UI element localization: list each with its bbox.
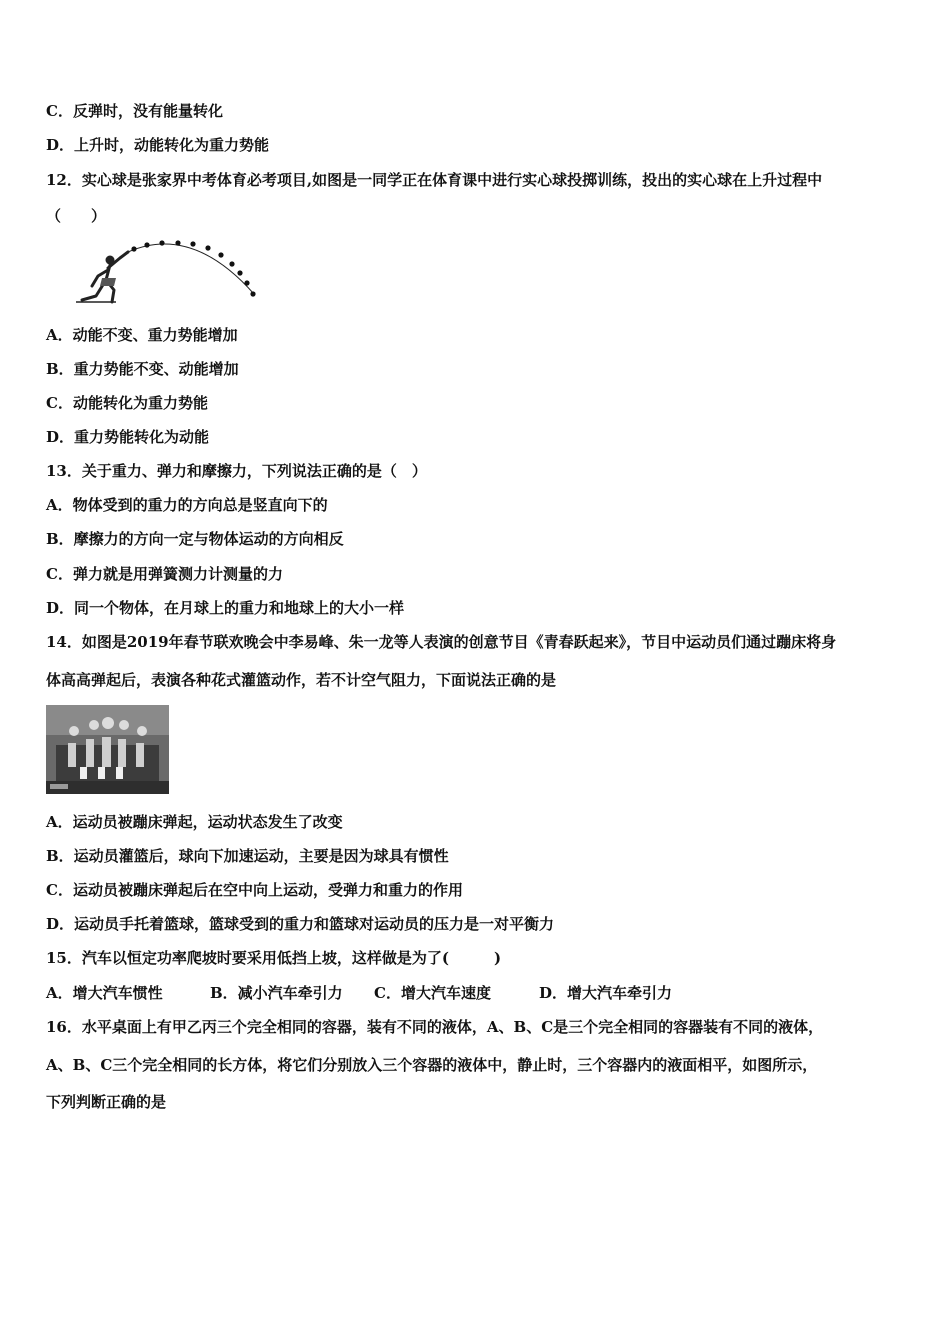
q14-option-a: A．运动员被蹦床弹起，运动状态发生了改变 [46, 813, 343, 831]
q15-option-b: B．减小汽车牵引力 [210, 984, 343, 1002]
q12-option-b: B．重力势能不变、动能增加 [46, 360, 239, 378]
q14-option-c: C．运动员被蹦床弹起后在空中向上运动，受弹力和重力的作用 [46, 881, 463, 899]
shot-put-figure [72, 238, 267, 308]
q15-option-a: A．增大汽车惯性 [46, 984, 163, 1002]
q16-stem-line2: A、B、C三个完全相同的长方体，将它们分别放入三个容器的液体中，静止时，三个容器内的液面相平，如图所示， [46, 1056, 818, 1074]
q13-option-c: C．弹力就是用弹簧测力计测量的力 [46, 565, 283, 583]
q12-option-a: A．动能不变、重力势能增加 [46, 326, 238, 344]
q16-stem-line3: 下列判断正确的是 [46, 1093, 167, 1111]
q12-option-c: C．动能转化为重力势能 [46, 394, 208, 412]
q12-stem: 12．实心球是张家界中考体育必考项目,如图是一同学正在体育课中进行实心球投掷训练，投出的实心球在上升过程中 [46, 171, 823, 189]
q14-option-b: B．运动员灌篮后，球向下加速运动，主要是因为球具有惯性 [46, 847, 449, 865]
q13-option-a: A．物体受到的重力的方向总是竖直向下的 [46, 496, 328, 514]
q14-stem-line1: 14．如图是2019年春节联欢晚会中李易峰、朱一龙等人表演的创意节目《青春跃起来》，节目中运动员们通过蹦床将身 [46, 633, 837, 651]
q15-option-c: C．增大汽车速度 [374, 984, 491, 1002]
q15-option-d: D．增大汽车牵引力 [539, 984, 673, 1002]
trampoline-performance-photo [46, 705, 169, 794]
q15-stem: 15．汽车以恒定功率爬坡时要采用低挡上坡，这样做是为了( ) [46, 949, 502, 967]
q13-option-d: D．同一个物体，在月球上的重力和地球上的大小一样 [46, 599, 405, 617]
q13-option-b: B．摩擦力的方向一定与物体运动的方向相反 [46, 530, 344, 548]
q16-stem-line1: 16．水平桌面上有甲乙丙三个完全相同的容器，装有不同的液体，A、B、C是三个完全相同的容器装有不同的液体， [46, 1018, 824, 1036]
q12-blank: （ ） [46, 207, 107, 225]
q11-option-c: C．反弹时，没有能量转化 [46, 102, 223, 120]
q11-option-d: D．上升时，动能转化为重力势能 [46, 136, 270, 154]
q15-options [46, 983, 672, 1003]
q13-stem: 13．关于重力、弹力和摩擦力，下列说法正确的是（ ） [46, 462, 427, 480]
q12-option-d: D．重力势能转化为动能 [46, 428, 210, 446]
q14-option-d: D．运动员手托着篮球，篮球受到的重力和篮球对运动员的压力是一对平衡力 [46, 915, 555, 933]
q14-stem-line2: 体高高弹起后，表演各种花式灌篮动作，若不计空气阻力，下面说法正确的是 [46, 671, 557, 689]
